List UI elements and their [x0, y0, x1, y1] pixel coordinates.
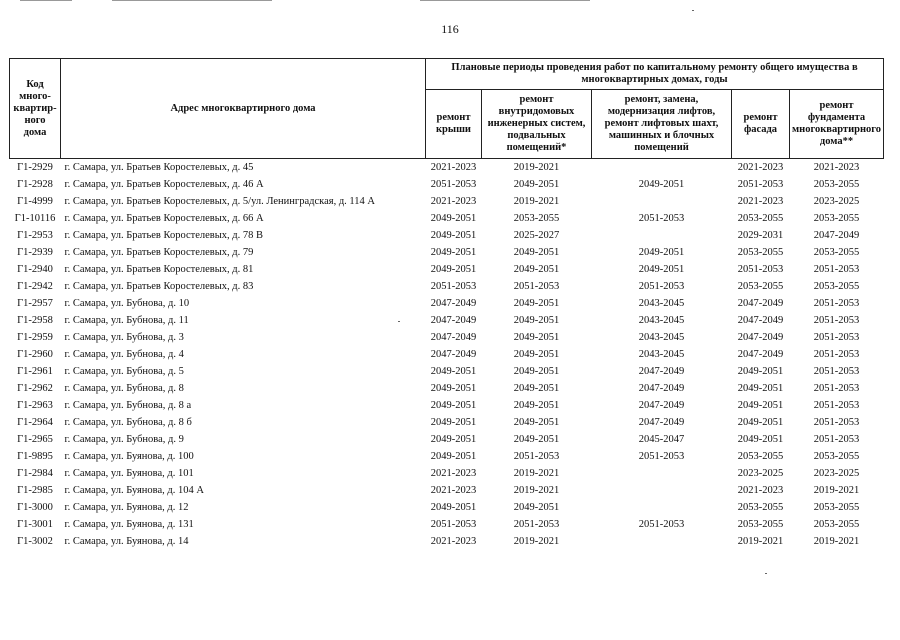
cell-code: Г1-3000 — [17, 502, 53, 513]
cell-roof: 2049-2051 — [430, 247, 477, 258]
cell-facade: 2049-2051 — [737, 366, 784, 377]
table-row — [10, 397, 884, 414]
cell-lifts — [592, 465, 732, 482]
cell-foundation: 2047-2049 — [813, 230, 860, 241]
cell-code: Г1-2984 — [17, 468, 53, 479]
cell-systems: 2049-2051 — [513, 179, 560, 190]
cell-address: г. Самара, ул. Буянова, д. 14 — [64, 536, 189, 547]
cell-facade: 2049-2051 — [737, 417, 784, 428]
cell-roof: 2021-2023 — [430, 485, 477, 496]
cell-systems: 2051-2053 — [513, 451, 560, 462]
table-row — [10, 329, 884, 346]
cell-address: г. Самара, ул. Бубнова, д. 9 — [64, 434, 184, 445]
cell-address: г. Самара, ул. Братьев Коростелевых, д. 81 — [64, 264, 254, 275]
header-periods-group: Плановые периоды проведения работ по капитальному ремонту общего имущества в многоквартирных домах, годы — [426, 59, 884, 90]
cell-address: г. Самара, ул. Буянова, д. 100 — [64, 451, 194, 462]
cell-roof: 2049-2051 — [430, 434, 477, 445]
table-row — [10, 346, 884, 363]
cell-systems: 2049-2051 — [513, 349, 560, 360]
page-number: 116 — [441, 22, 459, 36]
cell-systems: 2019-2021 — [513, 162, 560, 173]
cell-code: Г1-2962 — [17, 383, 53, 394]
header-facade: ремонт фасада — [732, 90, 790, 159]
cell-foundation: 2053-2055 — [813, 281, 860, 292]
cell-systems: 2051-2053 — [513, 519, 560, 530]
table-row — [10, 312, 884, 329]
cell-code: Г1-4999 — [17, 196, 53, 207]
cell-roof: 2021-2023 — [430, 162, 477, 173]
cell-roof: 2021-2023 — [430, 468, 477, 479]
cell-roof: 2047-2049 — [430, 349, 477, 360]
cell-facade: 2053-2055 — [737, 281, 784, 292]
cell-systems: 2049-2051 — [513, 332, 560, 343]
cell-lifts: 2051-2053 — [638, 519, 685, 530]
cell-systems: 2049-2051 — [513, 502, 560, 513]
cell-systems: 2051-2053 — [513, 281, 560, 292]
cell-code: Г1-2940 — [17, 264, 53, 275]
cell-lifts: 2045-2047 — [638, 434, 685, 445]
cell-systems: 2053-2055 — [513, 213, 560, 224]
cell-roof: 2051-2053 — [430, 179, 477, 190]
cell-systems: 2049-2051 — [513, 264, 560, 275]
cell-systems: 2049-2051 — [513, 247, 560, 258]
cell-systems: 2019-2021 — [513, 485, 560, 496]
cell-address: г. Самара, ул. Бубнова, д. 10 — [64, 298, 190, 309]
cell-facade: 2053-2055 — [737, 519, 784, 530]
cell-facade: 2021-2023 — [737, 162, 784, 173]
cell-systems: 2049-2051 — [513, 434, 560, 445]
table-row — [10, 499, 884, 516]
table-row — [10, 193, 884, 210]
cell-foundation: 2023-2025 — [813, 196, 860, 207]
cell-foundation: 2053-2055 — [813, 519, 860, 530]
cell-foundation: 2051-2053 — [813, 366, 860, 377]
cell-address: г. Самара, ул. Бубнова, д. 5 — [64, 366, 184, 377]
cell-roof: 2049-2051 — [430, 213, 477, 224]
cell-lifts: 2049-2051 — [638, 247, 685, 258]
cell-roof: 2049-2051 — [430, 451, 477, 462]
cell-code: Г1-2985 — [17, 485, 53, 496]
cell-lifts: 2049-2051 — [638, 179, 685, 190]
scan-speck — [398, 321, 400, 322]
cell-lifts — [592, 193, 732, 210]
cell-address: г. Самара, ул. Братьев Коростелевых, д. 78 В — [64, 230, 264, 241]
cell-roof: 2049-2051 — [430, 383, 477, 394]
table-row — [10, 295, 884, 312]
header-lifts: ремонт, замена, модернизация лифтов, ремонт лифтовых шахт, машинных и блочных помещений — [592, 90, 732, 159]
scan-speck — [692, 10, 694, 11]
top-rule-right — [420, 0, 590, 1]
cell-address: г. Самара, ул. Братьев Коростелевых, д. 83 — [64, 281, 254, 292]
cell-address: г. Самара, ул. Братьев Коростелевых, д. 66 А — [64, 213, 264, 224]
cell-code: Г1-2958 — [17, 315, 53, 326]
cell-address: г. Самара, ул. Буянова, д. 12 — [64, 502, 189, 513]
cell-foundation: 2053-2055 — [813, 213, 860, 224]
table-row — [10, 176, 884, 193]
cell-foundation: 2051-2053 — [813, 264, 860, 275]
cell-foundation: 2019-2021 — [813, 485, 860, 496]
cell-address: г. Самара, ул. Бубнова, д. 11 — [64, 315, 189, 326]
cell-systems: 2019-2021 — [513, 196, 560, 207]
cell-lifts — [592, 499, 732, 516]
cell-facade: 2053-2055 — [737, 213, 784, 224]
cell-systems: 2049-2051 — [513, 400, 560, 411]
cell-lifts — [592, 227, 732, 244]
cell-facade: 2021-2023 — [737, 485, 784, 496]
cell-facade: 2053-2055 — [737, 502, 784, 513]
cell-address: г. Самара, ул. Братьев Коростелевых, д. 45 — [64, 162, 254, 173]
cell-code: Г1-3002 — [17, 536, 53, 547]
cell-facade: 2049-2051 — [737, 434, 784, 445]
cell-facade: 2021-2023 — [737, 196, 784, 207]
cell-roof: 2049-2051 — [430, 230, 477, 241]
cell-foundation: 2051-2053 — [813, 383, 860, 394]
top-rule-left — [20, 0, 72, 1]
cell-roof: 2021-2023 — [430, 536, 477, 547]
cell-code: Г1-2942 — [17, 281, 53, 292]
cell-code: Г1-2960 — [17, 349, 53, 360]
table-row — [10, 244, 884, 261]
cell-foundation: 2053-2055 — [813, 502, 860, 513]
cell-code: Г1-10116 — [14, 213, 56, 224]
cell-address: г. Самара, ул. Бубнова, д. 8 — [64, 383, 184, 394]
cell-lifts — [592, 159, 732, 177]
cell-roof: 2047-2049 — [430, 298, 477, 309]
cell-code: Г1-9895 — [17, 451, 53, 462]
cell-lifts: 2043-2045 — [638, 349, 685, 360]
cell-lifts: 2043-2045 — [638, 298, 685, 309]
cell-foundation: 2023-2025 — [813, 468, 860, 479]
table-row — [10, 227, 884, 244]
table-row — [10, 465, 884, 482]
cell-foundation: 2053-2055 — [813, 247, 860, 258]
cell-foundation: 2051-2053 — [813, 332, 860, 343]
cell-code: Г1-2957 — [17, 298, 53, 309]
cell-facade: 2029-2031 — [737, 230, 784, 241]
table-body — [10, 159, 884, 551]
table-row — [10, 159, 884, 177]
cell-code: Г1-2928 — [17, 179, 53, 190]
cell-lifts: 2047-2049 — [638, 383, 685, 394]
cell-foundation: 2051-2053 — [813, 298, 860, 309]
cell-facade: 2053-2055 — [737, 247, 784, 258]
cell-roof: 2047-2049 — [430, 315, 477, 326]
cell-roof: 2021-2023 — [430, 196, 477, 207]
table-row — [10, 448, 884, 465]
cell-lifts: 2051-2053 — [638, 451, 685, 462]
cell-address: г. Самара, ул. Братьев Коростелевых, д. 5/ул. Ленинградская, д. 114 А — [64, 196, 375, 207]
cell-code: Г1-2939 — [17, 247, 53, 258]
table-row — [10, 431, 884, 448]
cell-facade: 2053-2055 — [737, 451, 784, 462]
cell-lifts: 2047-2049 — [638, 400, 685, 411]
cell-facade: 2047-2049 — [737, 298, 784, 309]
table-row — [10, 210, 884, 227]
cell-lifts: 2049-2051 — [638, 264, 685, 275]
cell-roof: 2047-2049 — [430, 332, 477, 343]
cell-code: Г1-3001 — [17, 519, 53, 530]
cell-facade: 2023-2025 — [737, 468, 784, 479]
cell-roof: 2049-2051 — [430, 417, 477, 428]
cell-roof: 2049-2051 — [430, 366, 477, 377]
cell-systems: 2019-2021 — [513, 468, 560, 479]
cell-code: Г1-2959 — [17, 332, 53, 343]
cell-foundation: 2053-2055 — [813, 451, 860, 462]
cell-systems: 2025-2027 — [513, 230, 560, 241]
cell-address: г. Самара, ул. Братьев Коростелевых, д. 46 А — [64, 179, 264, 190]
cell-systems: 2049-2051 — [513, 315, 560, 326]
cell-address: г. Самара, ул. Бубнова, д. 8 а — [64, 400, 192, 411]
cell-foundation: 2051-2053 — [813, 417, 860, 428]
cell-lifts: 2043-2045 — [638, 332, 685, 343]
top-rule-mid — [112, 0, 272, 1]
cell-roof: 2049-2051 — [430, 400, 477, 411]
cell-roof: 2051-2053 — [430, 519, 477, 530]
cell-address: г. Самара, ул. Буянова, д. 101 — [64, 468, 194, 479]
cell-code: Г1-2961 — [17, 366, 53, 377]
table-row — [10, 363, 884, 380]
table-row — [10, 261, 884, 278]
cell-code: Г1-2953 — [17, 230, 53, 241]
cell-foundation: 2051-2053 — [813, 315, 860, 326]
cell-code: Г1-2965 — [17, 434, 53, 445]
cell-systems: 2049-2051 — [513, 298, 560, 309]
cell-lifts: 2051-2053 — [638, 281, 685, 292]
cell-lifts: 2047-2049 — [638, 366, 685, 377]
cell-code: Г1-2963 — [17, 400, 53, 411]
cell-foundation: 2019-2021 — [813, 536, 860, 547]
table-row — [10, 414, 884, 431]
cell-lifts: 2043-2045 — [638, 315, 685, 326]
cell-systems: 2049-2051 — [513, 366, 560, 377]
cell-facade: 2047-2049 — [737, 332, 784, 343]
cell-facade: 2019-2021 — [737, 536, 784, 547]
cell-lifts — [592, 533, 732, 550]
cell-facade: 2051-2053 — [737, 179, 784, 190]
table-row — [10, 516, 884, 533]
table-row — [10, 380, 884, 397]
cell-systems: 2049-2051 — [513, 417, 560, 428]
cell-facade: 2047-2049 — [737, 349, 784, 360]
table-row — [10, 533, 884, 550]
scan-speck — [765, 573, 767, 574]
header-systems: ремонт внутридомовых инженерных систем, подвальных помещений* — [482, 90, 592, 159]
cell-foundation: 2021-2023 — [813, 162, 860, 173]
cell-code: Г1-2964 — [17, 417, 53, 428]
cell-foundation: 2053-2055 — [813, 179, 860, 190]
cell-facade: 2047-2049 — [737, 315, 784, 326]
cell-facade: 2049-2051 — [737, 400, 784, 411]
cell-address: г. Самара, ул. Буянова, д. 104 А — [64, 485, 204, 496]
cell-foundation: 2051-2053 — [813, 349, 860, 360]
header-code: Код много-квартир-ного дома — [10, 59, 61, 159]
cell-roof: 2049-2051 — [430, 502, 477, 513]
cell-lifts: 2051-2053 — [638, 213, 685, 224]
cell-facade: 2049-2051 — [737, 383, 784, 394]
cell-foundation: 2051-2053 — [813, 400, 860, 411]
header-roof: ремонт крыши — [426, 90, 482, 159]
cell-address: г. Самара, ул. Бубнова, д. 3 — [64, 332, 184, 343]
cell-roof: 2049-2051 — [430, 264, 477, 275]
capital-repair-table — [9, 58, 884, 550]
cell-address: г. Самара, ул. Бубнова, д. 8 б — [64, 417, 192, 428]
cell-systems: 2019-2021 — [513, 536, 560, 547]
header-foundation: ремонт фундамента многоквартирного дома** — [790, 90, 884, 159]
cell-lifts — [592, 482, 732, 499]
table-row — [10, 482, 884, 499]
cell-address: г. Самара, ул. Бубнова, д. 4 — [64, 349, 184, 360]
cell-facade: 2051-2053 — [737, 264, 784, 275]
cell-address: г. Самара, ул. Братьев Коростелевых, д. 79 — [64, 247, 254, 258]
cell-roof: 2051-2053 — [430, 281, 477, 292]
cell-foundation: 2051-2053 — [813, 434, 860, 445]
cell-address: г. Самара, ул. Буянова, д. 131 — [64, 519, 194, 530]
cell-lifts: 2047-2049 — [638, 417, 685, 428]
table-row — [10, 278, 884, 295]
cell-systems: 2049-2051 — [513, 383, 560, 394]
cell-code: Г1-2929 — [17, 162, 53, 173]
header-address: Адрес многоквартирного дома — [61, 59, 426, 159]
